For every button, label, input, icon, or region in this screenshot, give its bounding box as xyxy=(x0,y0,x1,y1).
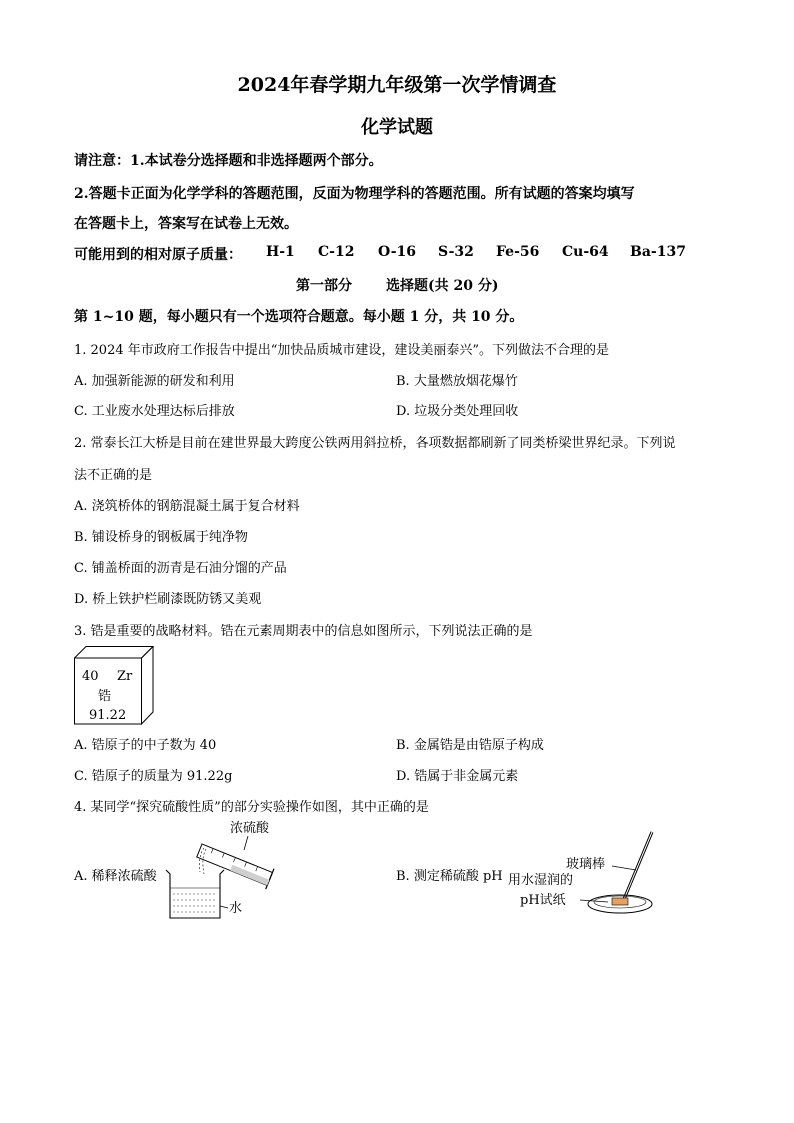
notes-line-1: 请注意：1.本试卷分选择题和非选择题两个部分。 xyxy=(74,153,383,169)
page-subtitle: 化学试题 xyxy=(361,117,433,138)
ph-paper-label-1: 用水湿润的 xyxy=(508,873,574,888)
q2-stem-line-2: 法不正确的是 xyxy=(74,468,153,483)
q3-option-a: A. 锆原子的中子数为 40 xyxy=(74,738,217,753)
q1-option-b: B. 大量燃放烟花爆竹 xyxy=(396,374,518,389)
element-atomic-mass: 91.22 xyxy=(89,708,127,723)
atomic-mass-o: O-16 xyxy=(378,244,417,260)
q3-option-d: D. 锆属于非金属元素 xyxy=(396,769,519,784)
q1-option-a: A. 加强新能源的研发和利用 xyxy=(74,374,235,389)
page-title: 2024年春学期九年级第一次学情调查 xyxy=(237,74,557,96)
q1-option-d: D. 垃圾分类处理回收 xyxy=(396,404,519,419)
glass-rod-label: 玻璃棒 xyxy=(566,857,606,872)
q4-option-a: A. 稀释浓硫酸 xyxy=(74,869,157,884)
part1-heading-score: 选择题(共 20 分) xyxy=(386,278,499,294)
part1-heading: 第一部分 xyxy=(296,278,352,294)
q2-option-d: D. 桥上铁护栏刷漆既防锈又美观 xyxy=(74,592,262,607)
atomic-mass-h: H-1 xyxy=(266,244,295,260)
notes-line-2a: 2.答题卡正面为化学学科的答题范围，反面为物理学科的答题范围。所有试题的答案均填写 xyxy=(74,186,635,202)
atomic-mass-s: S-32 xyxy=(438,244,474,260)
ph-test-figure xyxy=(500,826,670,918)
q3-option-c: C. 锆原子的质量为 91.22g xyxy=(74,769,233,784)
acid-label: 浓硫酸 xyxy=(230,821,270,836)
q1-option-c: C. 工业废水处理达标后排放 xyxy=(74,404,235,419)
element-card-figure xyxy=(74,646,158,726)
q1-stem: 1. 2024 年市政府工作报告中提出“加快品质城市建设，建设美丽泰兴”。下列做法不合理的是 xyxy=(74,343,610,358)
atomic-mass-label: 可能用到的相对原子质量： xyxy=(74,247,242,263)
dilution-figure xyxy=(160,816,290,924)
element-atomic-number: 40 xyxy=(82,669,99,684)
notes-line-2b: 在答题卡上，答案写在试卷上无效。 xyxy=(74,216,298,232)
atomic-mass-cu: Cu-64 xyxy=(562,244,609,260)
q4-stem: 4. 某同学“探究硫酸性质”的部分实验操作如图，其中正确的是 xyxy=(74,800,429,815)
atomic-mass-fe: Fe-56 xyxy=(496,244,540,260)
q3-stem: 3. 锆是重要的战略材料。锆在元素周期表中的信息如图所示，下列说法正确的是 xyxy=(74,624,533,639)
element-name: 锆 xyxy=(98,689,112,704)
q4-option-b: B. 测定稀硫酸 pH xyxy=(396,869,503,884)
water-label: 水 xyxy=(229,901,243,916)
ph-paper-label-2: pH试纸 xyxy=(520,893,566,908)
q2-option-b: B. 铺设桥身的钢板属于纯净物 xyxy=(74,530,248,545)
atomic-mass-c: C-12 xyxy=(318,244,355,260)
q2-option-a: A. 浇筑桥体的钢筋混凝土属于复合材料 xyxy=(74,499,300,514)
part1-instruction: 第 1~10 题，每小题只有一个选项符合题意。每小题 1 分，共 10 分。 xyxy=(74,309,524,325)
atomic-mass-ba: Ba-137 xyxy=(630,244,686,260)
q2-option-c: C. 铺盖桥面的沥青是石油分馏的产品 xyxy=(74,561,287,576)
q3-option-b: B. 金属锆是由锆原子构成 xyxy=(396,738,544,753)
element-symbol: Zr xyxy=(117,669,133,684)
q2-stem-line-1: 2. 常泰长江大桥是目前在建世界最大跨度公铁两用斜拉桥，各项数据都刷新了同类桥梁世界纪录。下列说 xyxy=(74,436,676,451)
